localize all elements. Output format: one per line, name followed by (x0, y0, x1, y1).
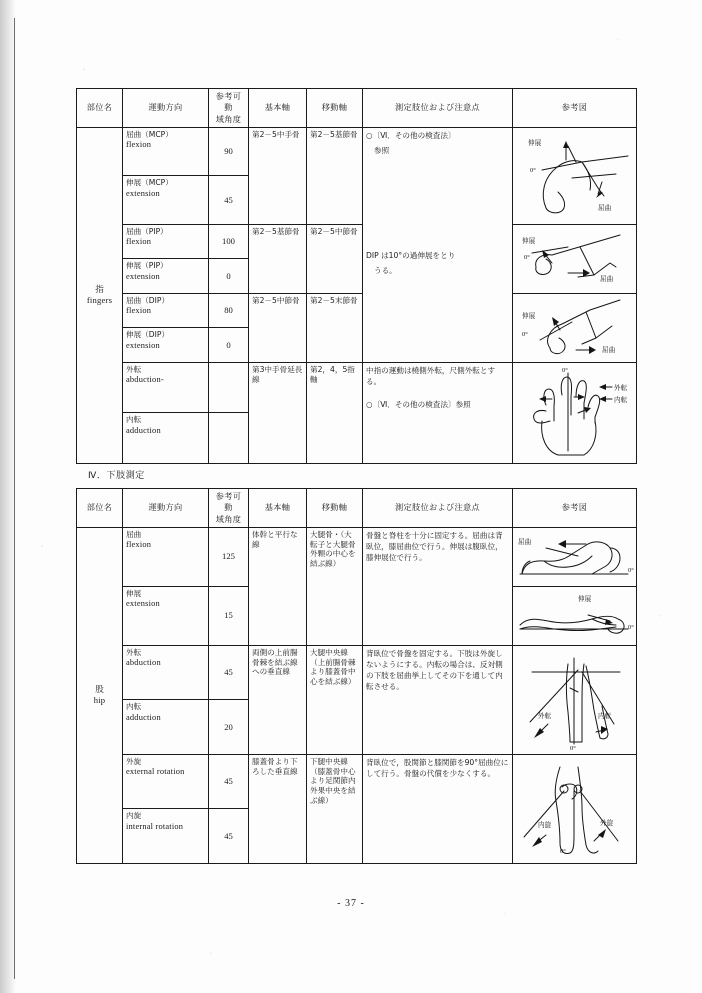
basic-axis-cell: 膝蓋骨より下ろした垂直線 (249, 754, 307, 863)
col-header-rom: 参考可動 域角度 (209, 89, 249, 128)
table-row (77, 127, 637, 176)
table-row (77, 527, 637, 586)
figure-label-external-rotation: 外旋 (600, 818, 614, 827)
rom-angle-cell: 45 (209, 754, 249, 809)
part-name-hip: 股 hip (77, 527, 123, 863)
table-row (77, 293, 637, 328)
motion-cell: 屈曲（PIP） flexion (123, 224, 209, 259)
col-header-figure: 参考図 (513, 489, 637, 528)
rom-angle-cell: 20 (209, 700, 249, 755)
note-line: 中指の運動は橈側外転，尺側外転とする。 (366, 365, 496, 386)
figure-label-flexion: 屈曲 (600, 274, 614, 283)
rom-angle-cell (209, 362, 249, 413)
rom-angle-cell: 15 (209, 586, 249, 645)
figure-label-flexion: 屈曲 (518, 537, 532, 546)
col-header-moving-axis: 移動軸 (307, 489, 363, 528)
page-edge-line (14, 18, 15, 979)
position-notes-cell: 背臥位で，股関節と膝関節を90°屈曲位にして行う。骨盤の代償を少なくする。 (363, 754, 513, 863)
motion-cell: 外転 abduction- (123, 362, 209, 413)
table-row (77, 362, 637, 413)
figure-label-extension: 伸展 (522, 311, 536, 320)
position-notes-cell (363, 362, 513, 463)
moving-axis-cell: 大腿中央線（上前腸骨棘より膝蓋骨中心を結ぶ線） (307, 645, 363, 754)
hip-rom-table (76, 488, 637, 864)
rom-angle-cell: 45 (209, 645, 249, 700)
figure-label-zero: 0° (628, 623, 634, 631)
finger-rom-table (76, 88, 637, 464)
figure-label-zero: 0° (530, 166, 536, 174)
figure-cell (513, 127, 637, 224)
basic-axis-cell: 第2－5基節骨 (249, 224, 307, 293)
moving-axis-cell: 下腿中央線（膝蓋骨中心より足関節内外果中央を結ぶ線） (307, 754, 363, 863)
figure-cell (513, 224, 637, 293)
rom-angle-cell: 0 (209, 328, 249, 363)
figure-label-zero: 0° (562, 366, 568, 374)
col-header-part: 部位名 (77, 89, 123, 128)
motion-cell: 伸展（DIP） extension (123, 328, 209, 363)
col-header-motion: 運動方向 (123, 89, 209, 128)
section-title: Ⅳ．下肢測定 (88, 471, 145, 481)
figure-label-zero: 0° (560, 847, 566, 855)
table-row (77, 224, 637, 259)
motion-cell: 外転 abduction (123, 645, 209, 700)
page-number: - 37 - (337, 898, 365, 909)
figure-label-flexion: 屈曲 (602, 345, 616, 354)
basic-axis-cell: 体幹と平行な線 (249, 527, 307, 645)
moving-axis-cell: 第2－5末節骨 (307, 293, 363, 362)
col-header-basic-axis: 基本軸 (249, 89, 307, 128)
figure-label-flexion: 屈曲 (598, 203, 612, 212)
rom-angle-cell: 80 (209, 293, 249, 328)
position-notes-cell: 背臥位で骨盤を固定する。下肢は外旋しないようにする。内転の場合は、反対側の下肢を屈曲挙上してその下を通して内転させる。 (363, 645, 513, 754)
position-notes-cell (363, 127, 513, 362)
note-line-indent: うる。 (374, 265, 397, 275)
rom-angle-cell: 90 (209, 127, 249, 176)
motion-cell: 内転 adduction (123, 413, 209, 464)
col-header-position-notes: 測定肢位および注意点 (363, 489, 513, 528)
basic-axis-cell: 第2－5中節骨 (249, 293, 307, 362)
col-header-figure: 参考図 (513, 89, 637, 128)
motion-cell: 屈曲（DIP） flexion (123, 293, 209, 328)
basic-axis-cell: 両側の上前腸骨棘を結ぶ線への垂直線 (249, 645, 307, 754)
mcp-flexion-extension-figure (516, 130, 636, 222)
col-header-part: 部位名 (77, 489, 123, 528)
rom-angle-cell: 125 (209, 527, 249, 586)
col-header-rom: 参考可動 域角度 (209, 489, 249, 528)
figure-label-zero: 0° (522, 330, 528, 338)
col-header-basic-axis: 基本軸 (249, 489, 307, 528)
rom-angle-cell: 45 (209, 809, 249, 864)
figure-label-adduction: 内転 (598, 711, 612, 720)
motion-cell: 外旋 external rotation (123, 754, 209, 809)
col-header-position-notes: 測定肢位および注意点 (363, 89, 513, 128)
motion-cell: 屈曲（MCP） flexion (123, 127, 209, 176)
figure-label-adduction: 内転 (614, 395, 628, 404)
figure-label-zero: 0° (570, 744, 576, 752)
col-header-motion: 運動方向 (123, 489, 209, 528)
table-header-row (77, 89, 637, 128)
motion-cell: 内旋 internal rotation (123, 809, 209, 864)
moving-axis-cell: 第2－5基節骨 (307, 127, 363, 224)
figure-cell (513, 586, 637, 645)
position-notes-cell: 骨盤と脊柱を十分に固定する。屈曲は背臥位，膝屈曲位で行う。伸展は腹臥位，膝伸展位で行う。 (363, 527, 513, 645)
motion-cell: 屈曲 flexion (123, 527, 209, 586)
rom-angle-cell: 100 (209, 224, 249, 259)
table-row (77, 645, 637, 700)
figure-label-abduction: 外転 (614, 383, 628, 392)
note-line: DIP は10°の過伸展をとり (366, 250, 456, 260)
rom-angle-cell: 45 (209, 176, 249, 225)
hip-abduction-adduction-figure (516, 648, 636, 752)
hip-rotation-figure (516, 757, 636, 861)
figure-label-zero: 0° (628, 566, 634, 574)
table-header-row (77, 489, 637, 528)
motion-cell: 内転 adduction (123, 700, 209, 755)
pip-flexion-extension-figure (516, 227, 636, 291)
figure-label-internal-rotation: 内旋 (538, 820, 552, 829)
figure-label-extension: 伸展 (578, 594, 592, 603)
basic-axis-cell: 第3中手骨延長線 (249, 362, 307, 463)
dip-flexion-extension-figure (516, 296, 636, 360)
moving-axis-cell: 第2，4，5指軸 (307, 362, 363, 463)
finger-abduction-adduction-figure (516, 365, 636, 461)
figure-label-abduction: 外転 (538, 711, 552, 720)
part-name-fingers: 指 fingers (77, 127, 123, 463)
rom-angle-cell: 0 (209, 259, 249, 294)
figure-cell (513, 362, 637, 463)
figure-cell (513, 527, 637, 586)
hip-extension-figure (516, 589, 636, 643)
figure-cell (513, 754, 637, 863)
basic-axis-cell: 第2－5中手骨 (249, 127, 307, 224)
note-line: ○〔Ⅵ．その他の検査法〕 (366, 130, 456, 140)
figure-label-extension: 伸展 (522, 236, 536, 245)
figure-label-zero: 0° (524, 253, 530, 261)
motion-cell: 伸展（PIP） extension (123, 259, 209, 294)
table-row (77, 754, 637, 809)
moving-axis-cell: 大腿骨・（大転子と大腿骨外顆の中心を結ぶ線） (307, 527, 363, 645)
figure-cell (513, 293, 637, 362)
hip-flexion-figure (516, 530, 636, 584)
figure-cell (513, 645, 637, 754)
motion-cell: 伸展（MCP） extension (123, 176, 209, 225)
rom-angle-cell (209, 413, 249, 464)
note-line-indent: 参照 (374, 145, 390, 155)
col-header-moving-axis: 移動軸 (307, 89, 363, 128)
note-line: ○〔Ⅵ．その他の検査法〕参照 (366, 399, 471, 409)
moving-axis-cell: 第2－5中節骨 (307, 224, 363, 293)
motion-cell: 伸展 extension (123, 586, 209, 645)
figure-label-extension: 伸展 (528, 138, 542, 147)
